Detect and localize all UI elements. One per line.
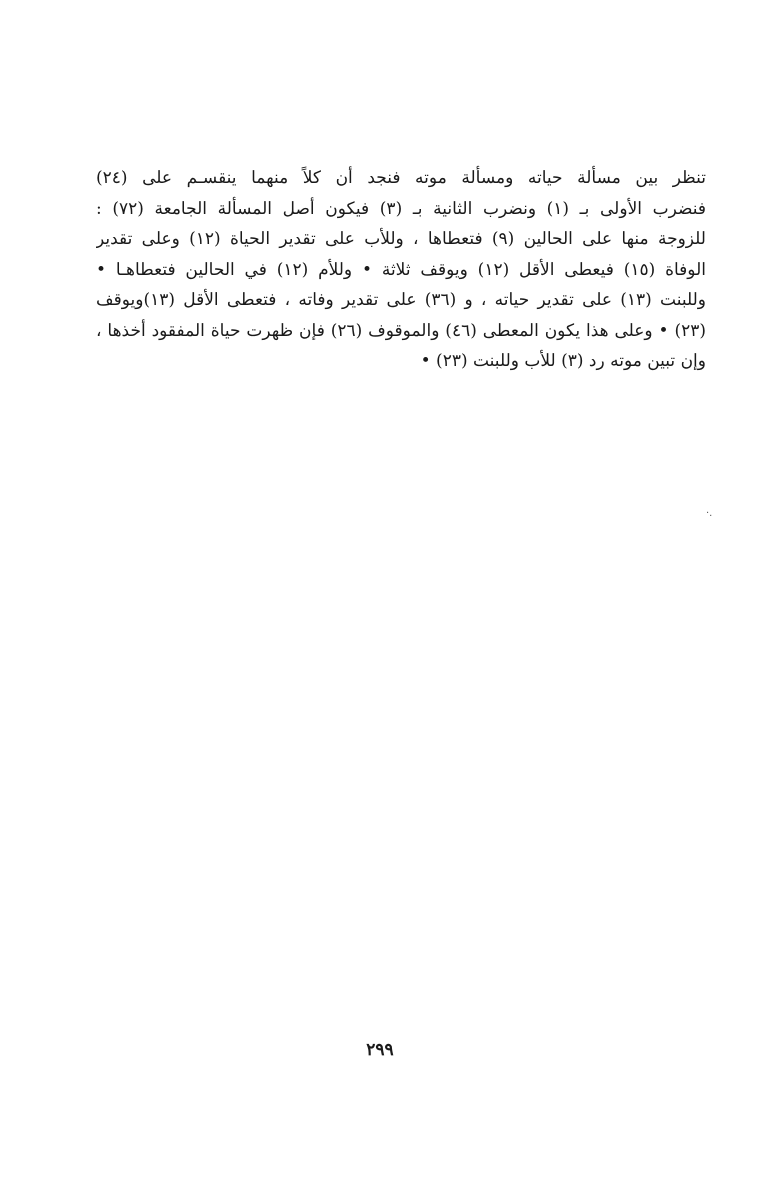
text-line-4: الوفاة (١٥) فيعطى الأقل (١٢) ويوقف ثلاثة • وللأم (١٢) في الحالين فتعطاهـا • xyxy=(96,259,706,280)
text-line-2: فنضرب الأولى بـ (١) ونضرب الثانية بـ (٣) فيكون أصل المسألة الجامعة (٧٢) : xyxy=(96,198,706,219)
text-line-6: (٢٣) • وعلى هذا يكون المعطى (٤٦) والموقوف (٢٦) فإن ظهرت حياة المفقود أخذها ، xyxy=(96,320,706,341)
text-line-1: تنظر بين مسألة حياته ومسألة موته فنجد أن كلاً منهما ينقسـم على (٢٤) xyxy=(96,168,706,188)
text-line-5: وللبنت (١٣) على تقدير حياته ، و (٣٦) على تقدير وفاته ، فتعطى الأقل (١٣)ويوقف xyxy=(96,290,706,310)
text-line-3: للزوجة منها على الحالين (٩) فتعطاها ، وللأب على تقدير الحياة (١٢) وعلى تقدير xyxy=(96,229,706,249)
page-number: ٢٩٩ xyxy=(366,1040,394,1060)
main-paragraph xyxy=(96,163,706,377)
margin-mark: ·. xyxy=(706,508,713,519)
text-line-7: وإن تبين موته رد (٣) للأب وللبنت (٢٣) • xyxy=(420,351,706,371)
